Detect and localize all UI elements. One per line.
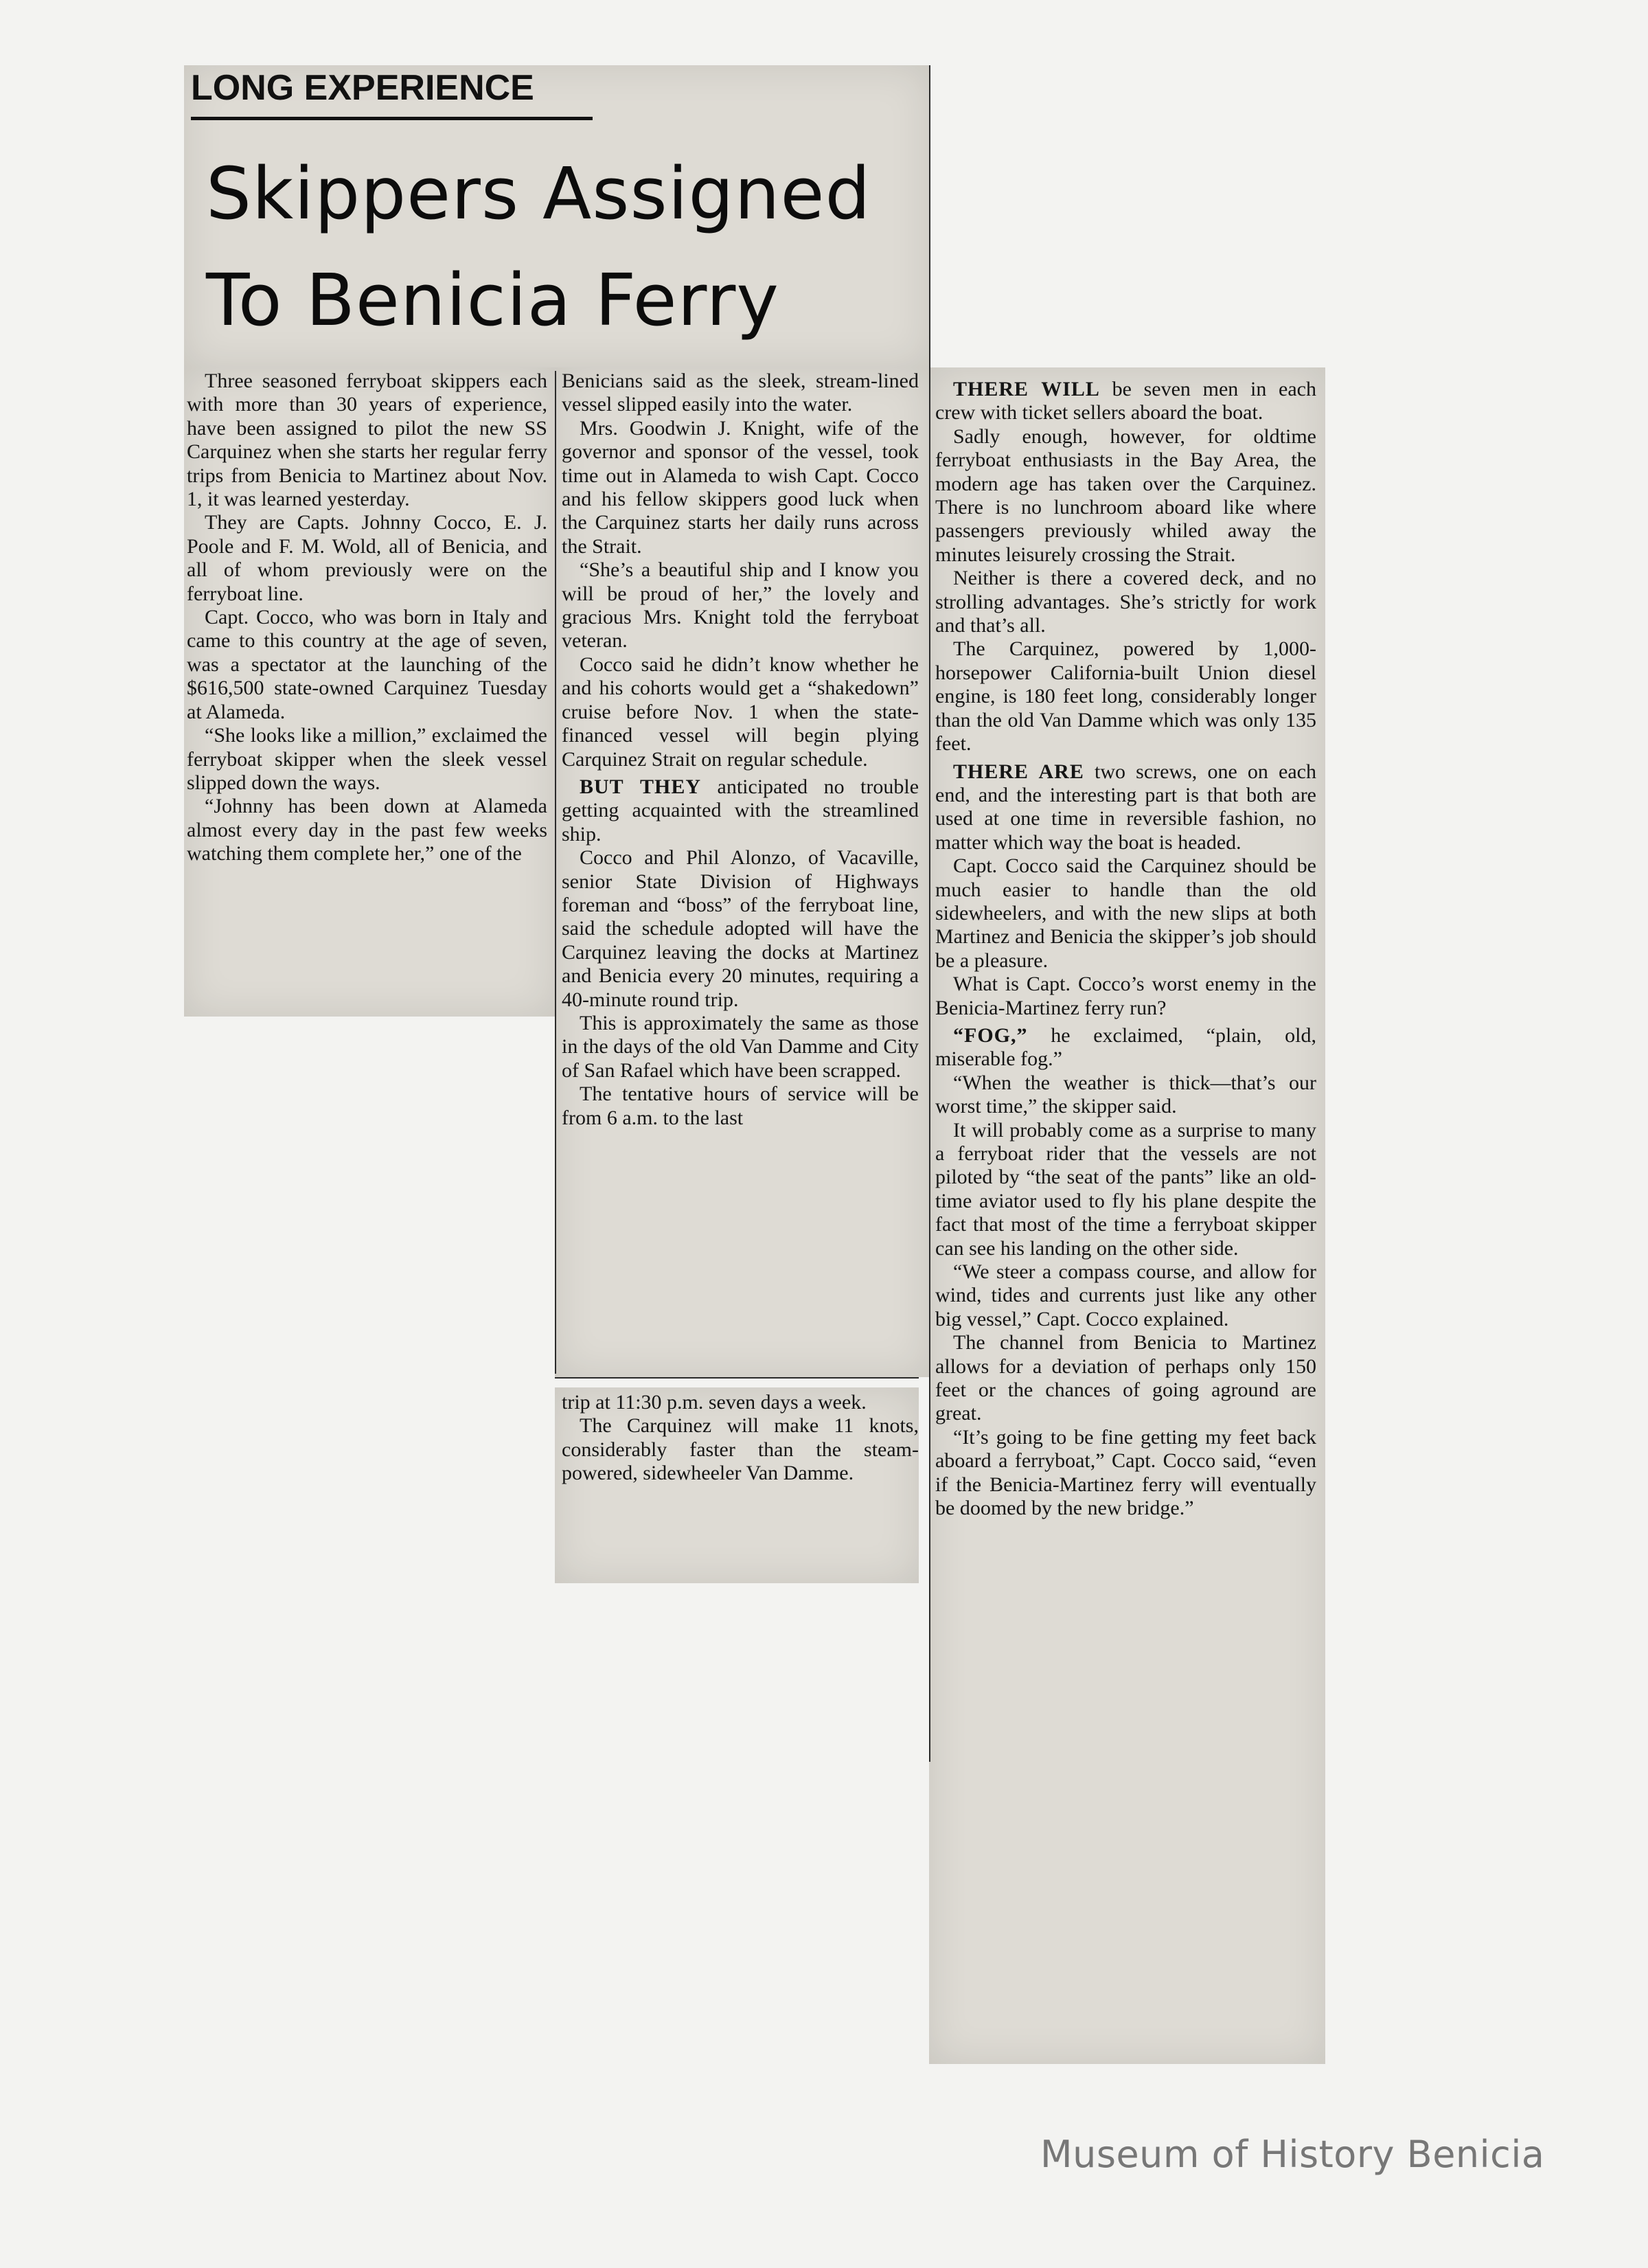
subhead-paragraph (935, 760, 1316, 855)
subhead-paragraph (562, 775, 919, 846)
column-rule (555, 1377, 919, 1379)
paragraph: Cocco and Phil Alonzo, of Vacaville, senior State Division of Highways foreman and “boss” of the ferryboat line, said the schedule adopted will have the Carquinez leaving the docks at Martinez and Benicia every 20 minutes, requiring a 40-minute round trip. (562, 846, 919, 1011)
paragraph: Three seasoned ferryboat skippers each with more than 30 years of experience, have been assigned to pilot the new SS Carquinez when she starts her regular ferry trips from Benicia to Martinez about Nov. 1, it was learned yesterday. (187, 370, 547, 511)
paragraph: Neither is there a covered deck, and no strolling advantages. She’s strictly for work and that’s all. (935, 567, 1316, 637)
subhead-lead: THERE WILL (953, 378, 1100, 400)
article-column-1 (187, 370, 547, 866)
subhead-text: be seven men in each crew with ticket sellers aboard the boat. (935, 378, 1316, 424)
subhead-paragraph (935, 378, 1316, 425)
subhead-paragraph (935, 1024, 1316, 1071)
paragraph: “When the weather is thick—that’s our worst time,” the skipper said. (935, 1071, 1316, 1118)
paragraph: trip at 11:30 p.m. seven days a week. (562, 1391, 867, 1414)
article-column-3 (935, 378, 1316, 1521)
paragraph: “We steer a compass course, and allow for wind, tides and currents just like any other big vessel,” Capt. Cocco explained. (935, 1260, 1316, 1330)
paragraph: “It’s going to be fine getting my feet back aboard a ferryboat,” Capt. Cocco said, “even if the Benicia-Martinez ferry will eventually be doomed by the new bridge.” (935, 1425, 1316, 1520)
subhead-text: he exclaimed, “plain, old, miserable fog.” (935, 1023, 1316, 1071)
paragraph: “She looks like a million,” exclaimed the ferryboat skipper when the sleek vessel slipped down the ways. (187, 724, 547, 794)
paragraph: They are Capts. Johnny Cocco, E. J. Poole and F. M. Wold, all of Benicia, and all of whom previously were on the ferryboat line. (187, 511, 547, 605)
paragraph: Cocco said he didn’t know whether he and his cohorts would get a “shakedown” cruise before Nov. 1 when the state-financed vessel will begin plying Carquinez Strait on regular schedule. (562, 653, 919, 771)
subhead-lead: BUT THEY (580, 775, 702, 798)
column-rule (555, 371, 556, 1374)
subhead-text: two screws, one on each end, and the interesting part is that both are used at one time in reversible fashion, no matter which way the boat is headed. (935, 760, 1317, 854)
paragraph: Benicians said as the sleek, stream-lined vessel slipped easily into the water. (562, 370, 919, 416)
headline (206, 141, 934, 354)
paragraph: “She’s a beautiful ship and I know you will be proud of her,” the lovely and gracious Mrs. Knight told the ferryboat veteran. (562, 558, 919, 653)
kicker-underline (191, 117, 593, 120)
subhead-text: anticipated no trouble getting acquainted with the streamlined ship. (562, 775, 919, 846)
kicker-label: LONG EXPERIENCE (191, 68, 534, 108)
article-column-2-continued (562, 1391, 919, 1486)
paragraph: It will probably come as a surprise to many a ferryboat rider that the vessels are not piloted by “the seat of the pants” like an old-time aviator used to fly his plane despite the fact that most of the time a ferryboat skipper can see his landing on the other side. (935, 1118, 1316, 1260)
paragraph: The Carquinez will make 11 knots, considerably faster than the steam-powered, sidewheeler Van Damme. (562, 1414, 919, 1485)
paragraph: Sadly enough, however, for oldtime ferryboat enthusiasts in the Bay Area, the modern age has taken over the Carquinez. There is no lunchroom aboard like where passengers previously whiled away the minutes leisurely crossing the Strait. (935, 424, 1316, 566)
paragraph: The Carquinez, powered by 1,000-horsepower California-built Union diesel engine, is 180 feet long, considerably longer than the old Van Damme which was only 135 feet. (935, 637, 1316, 756)
paragraph: Mrs. Goodwin J. Knight, wife of the governor and sponsor of the vessel, took time out in Alameda to wish Capt. Cocco and his fellow skippers good luck when the Carquinez starts her daily runs across the Strait. (562, 416, 919, 558)
subhead-lead: THERE ARE (953, 760, 1084, 783)
paragraph: This is approximately the same as those in the days of the old Van Damme and City of San Rafael which have been scrapped. (562, 1011, 919, 1082)
subhead-lead: “FOG,” (953, 1023, 1028, 1047)
paragraph: What is Capt. Cocco’s worst enemy in the Benicia-Martinez ferry run? (935, 973, 1316, 1019)
museum-credit: Museum of History Benicia (1040, 2133, 1545, 2176)
paragraph: Capt. Cocco, who was born in Italy and came to this country at the age of seven, was a spectator at the launching of the $616,500 state-owned Carquinez Tuesday at Alameda. (187, 606, 547, 723)
paragraph: “Johnny has been down at Alameda almost every day in the past few weeks watching them complete her,” one of the (187, 795, 547, 865)
paragraph: The tentative hours of service will be from 6 a.m. to the last (562, 1082, 919, 1129)
headline-line-2: To Benicia Ferry (206, 258, 779, 342)
paragraph: The channel from Benicia to Martinez allows for a deviation of perhaps only 150 feet or the chances of going aground are great. (935, 1331, 1316, 1425)
headline-line-1: Skippers Assigned (206, 152, 871, 236)
article-column-2 (562, 370, 919, 1130)
paragraph: Capt. Cocco said the Carquinez should be much easier to handle than the old sidewheelers, and with the new slips at both Martinez and Benicia the skipper’s job should be a pleasure. (935, 854, 1316, 972)
